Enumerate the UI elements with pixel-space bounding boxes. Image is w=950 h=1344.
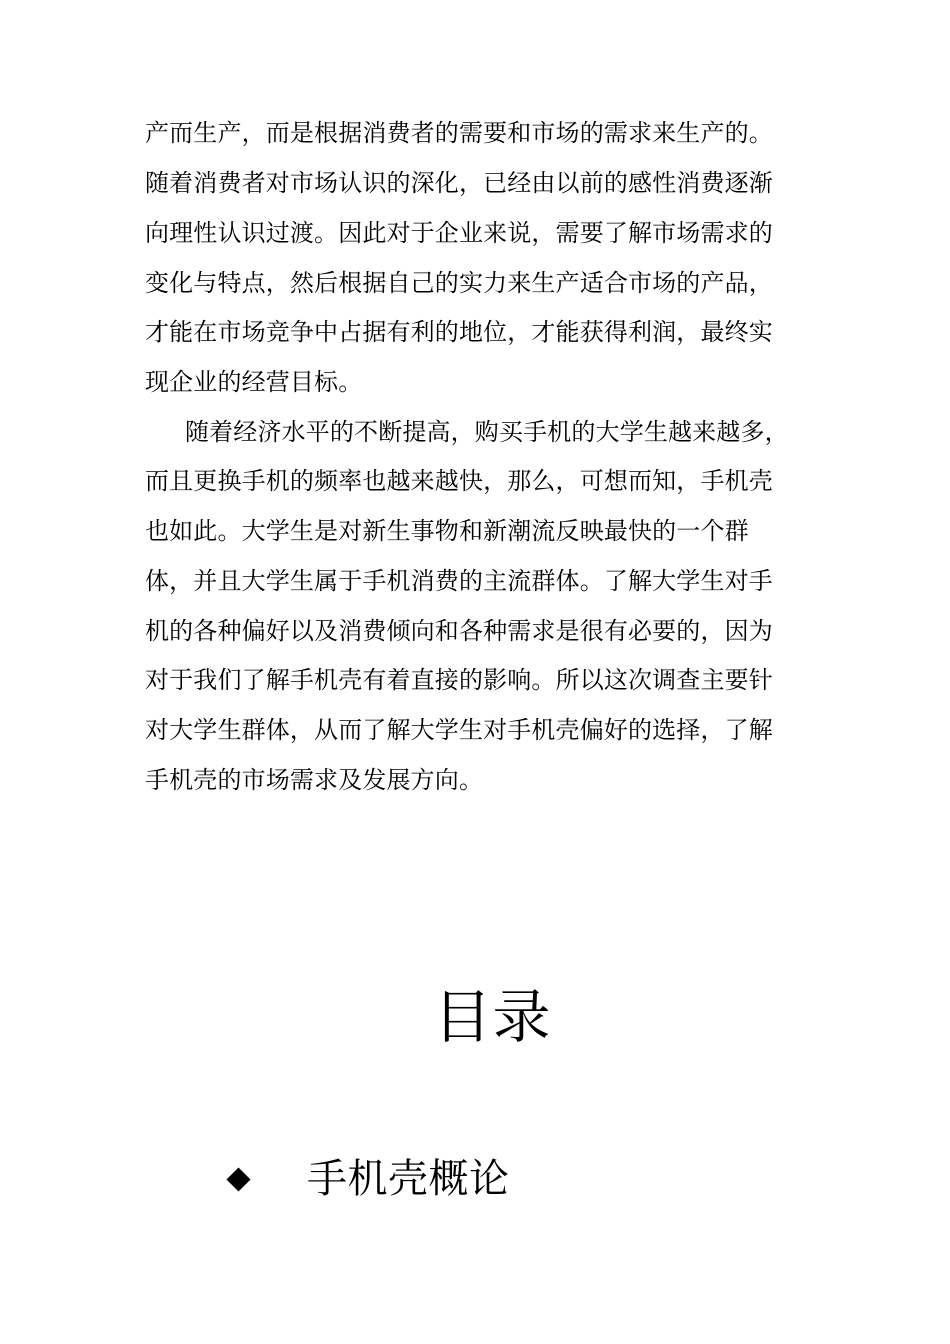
toc-title: 目录 <box>433 983 552 1051</box>
paragraph-1-line-5: 才能在市场竞争中占据有利的地位，才能获得利润，最终实 <box>145 318 773 346</box>
paragraph-2-line-1: 随着经济水平的不断提高，购买手机的大学生越来越多， <box>185 418 789 446</box>
paragraph-2-line-8: 手机壳的市场需求及发展方向。 <box>145 766 484 794</box>
paragraph-1-line-3: 向理性认识过渡。因此对于企业来说，需要了解市场需求的 <box>145 219 773 247</box>
paragraph-1-line-2: 随着消费者对市场认识的深化，已经由以前的感性消费逐渐 <box>145 169 773 197</box>
toc-item-shoujike-gailun <box>220 1153 510 1205</box>
diamond-icon <box>226 1167 251 1192</box>
paragraph-2-line-7: 对大学生群体，从而了解大学生对手机壳偏好的选择，了解 <box>145 716 773 744</box>
paragraph-2-line-3: 也如此。大学生是对新生事物和新潮流反映最快的一个群 <box>145 517 749 545</box>
toc-item-label: 手机壳概论 <box>307 1156 510 1202</box>
paragraph-2-line-4: 体，并且大学生属于手机消费的主流群体。了解大学生对手 <box>145 567 773 595</box>
paragraph-2-line-5: 机的各种偏好以及消费倾向和各种需求是很有必要的，因为 <box>145 617 773 645</box>
paragraph-1-line-1: 产而生产，而是根据消费者的需要和市场的需求来生产的。 <box>145 119 773 147</box>
paragraph-2-line-2: 而且更换手机的频率也越来越快，那么，可想而知，手机壳 <box>145 467 773 495</box>
paragraph-2-line-6: 对于我们了解手机壳有着直接的影响。所以这次调查主要针 <box>145 666 773 694</box>
paragraph-1-line-4: 变化与特点，然后根据自己的实力来生产适合市场的产品， <box>145 269 773 297</box>
paragraph-1-line-6: 现企业的经营目标。 <box>145 368 363 396</box>
